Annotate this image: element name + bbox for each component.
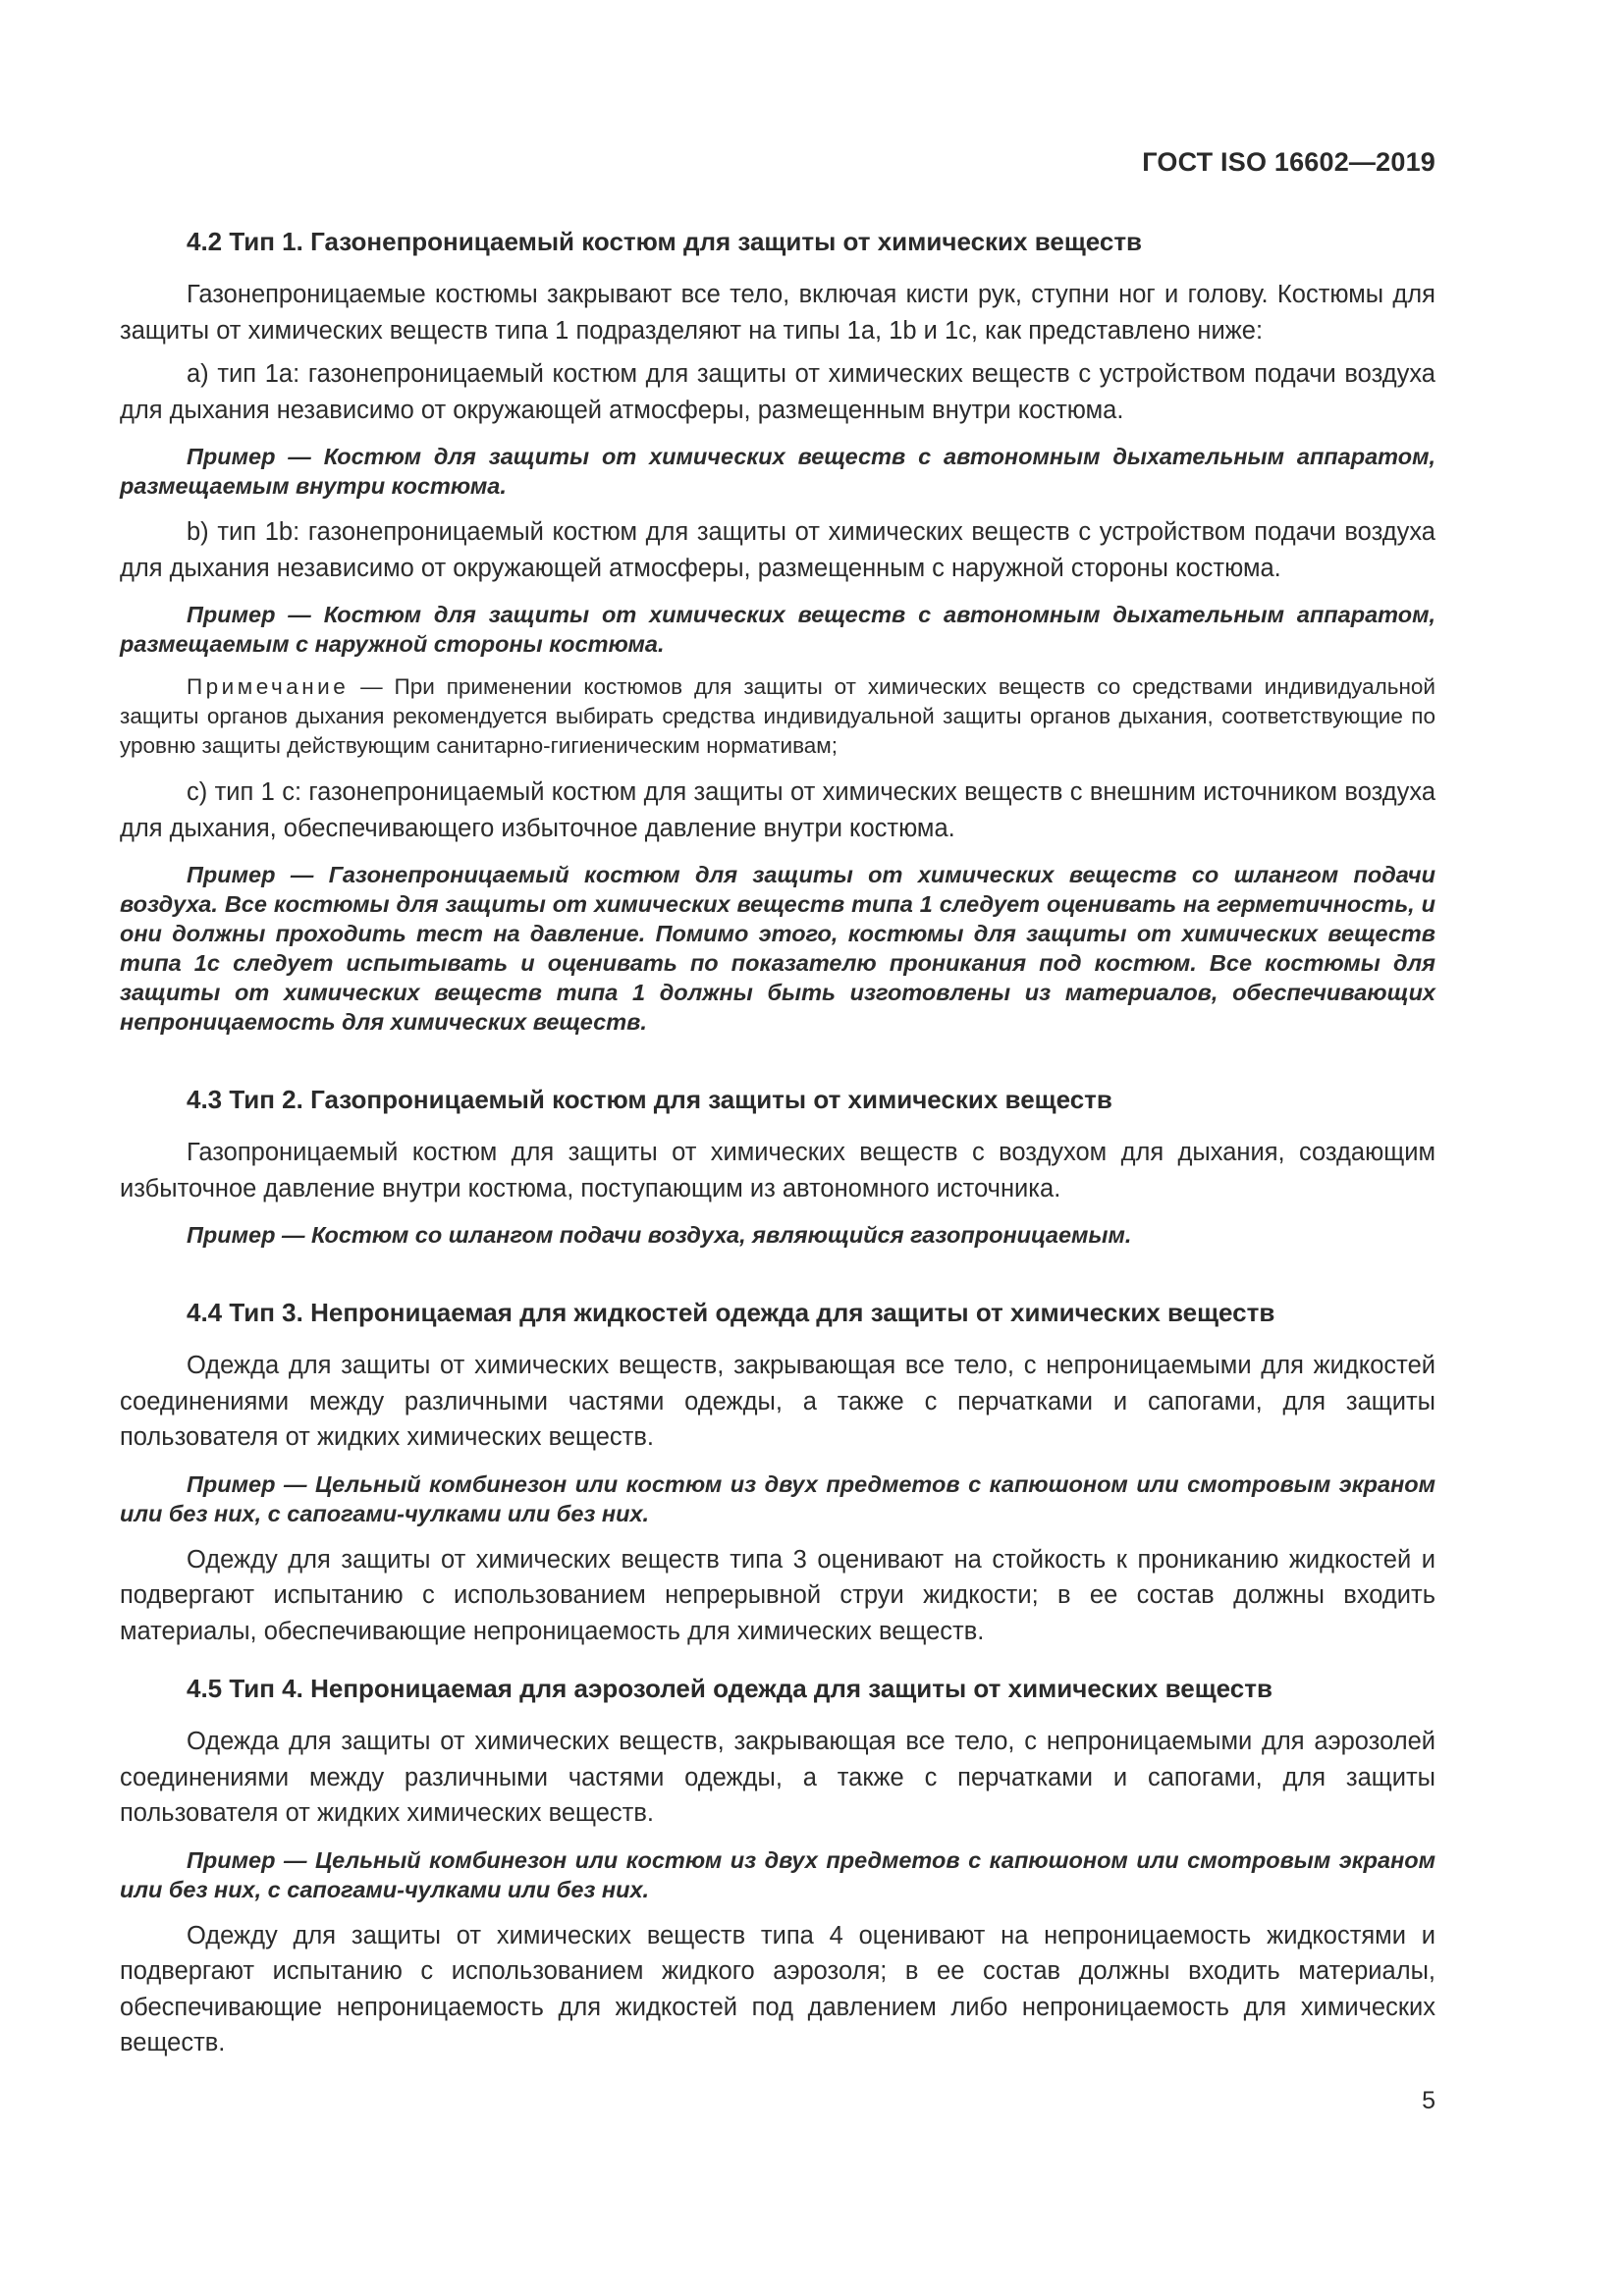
example-text: Пример — Костюм со шлангом подачи воздуха, являющийся газопроницаемым.	[187, 1222, 1132, 1248]
section-gap	[120, 1050, 1435, 1082]
note-label: Примечание	[187, 674, 350, 699]
paragraph: Газонепроницаемые костюмы закрывают все тело, включая кисти рук, ступни ног и голову. Костюмы для защиты от химических веществ типа 1 подразделяют на типы 1а, 1b и 1с, как представлено ниже:	[120, 281, 1435, 345]
page-content	[120, 224, 1435, 2069]
list-item-c: с) тип 1 с: газонепроницаемый костюм для защиты от химических веществ с внешним источником воздуха для дыхания, обеспечивающего избыточное давление внутри костюма.	[120, 778, 1435, 842]
section-heading: 4.4 Тип 3. Непроницаемая для жидкостей одежда для защиты от химических веществ	[187, 1298, 1275, 1327]
example-text: Пример — Цельный комбинезон или костюм из двух предметов с капюшоном или смотровым экраном или без них, с сапогами-чулками или без них.	[120, 1846, 1435, 1902]
note	[120, 672, 1435, 761]
section-heading: 4.3 Тип 2. Газопроницаемый костюм для защиты от химических веществ	[187, 1085, 1112, 1114]
list-item-a: а) тип 1а: газонепроницаемый костюм для защиты от химических веществ с устройством подачи воздуха для дыхания независимо от окружающей атмосферы, размещенным внутри костюма.	[120, 360, 1435, 424]
note-text: — При применении костюмов для защиты от химических веществ со средствами индивидуальной защиты органов дыхания рекомендуется выбирать средства индивидуальной защиты органов дыхания, соответствующие по уровню защиты действующим санитарно-гигиеническим нормативам;	[120, 674, 1435, 758]
paragraph: Одежда для защиты от химических веществ, закрывающая все тело, с непроницаемыми для жидкостей соединениями между различными частями одежды, а также с перчатками и сапогами, для защиты пользователя от жидких химических веществ.	[120, 1352, 1435, 1451]
section-4-3	[120, 1082, 1435, 1250]
example-text: Пример — Костюм для защиты от химических веществ с автономным дыхательным аппаратом, размещаемым внутри костюма.	[120, 444, 1435, 499]
paragraph: Одежда для защиты от химических веществ, закрывающая все тело, с непроницаемыми для аэрозолей соединениями между различными частями одежды, а также с перчатками и сапогами, для защиты пользователя от жидких химических веществ.	[120, 1728, 1435, 1827]
document-code: ГОСТ ISO 16602—2019	[1142, 147, 1435, 177]
example-text: Пример — Костюм для защиты от химических веществ с автономным дыхательным аппаратом, размещаемым с наружной стороны костюма.	[120, 602, 1435, 657]
paragraph: Одежду для защиты от химических веществ типа 3 оценивают на стойкость к прониканию жидкостей и подвергают испытанию с использованием непрерывной струи жидкости; в ее состав должны входить материалы, обеспечивающие непроницаемость для химических веществ.	[120, 1545, 1435, 1645]
example-text: Пример — Цельный комбинезон или костюм из двух предметов с капюшоном или смотровым экраном или без них, с сапогами-чулками или без них.	[120, 1470, 1435, 1526]
paragraph: Газопроницаемый костюм для защиты от химических веществ с воздухом для дыхания, создающим избыточное давление внутри костюма, поступающим из автономного источника.	[120, 1139, 1435, 1202]
list-item-b: b) тип 1b: газонепроницаемый костюм для защиты от химических веществ с устройством подачи воздуха для дыхания независимо от окружающей атмосферы, размещенным с наружной стороны костюма.	[120, 518, 1435, 582]
section-gap	[120, 1263, 1435, 1295]
page-number: 5	[1422, 2087, 1435, 2114]
section-4-4	[120, 1295, 1435, 1649]
section-4-2	[120, 224, 1435, 1037]
example-text: Пример — Газонепроницаемый костюм для защиты от химических веществ со шлангом подачи воздуха. Все костюмы для защиты от химических веществ типа 1 следует оценивать на герметичность, и они должны проходить тест на давление. Помимо этого, костюмы для защиты от химических веществ типа 1с следует испытывать и оценивать по показателю проникания под костюм. Все костюмы для защиты от химических веществ типа 1 должны быть изготовлены из материалов, обеспечивающих непроницаемость для химических веществ.	[120, 862, 1435, 1035]
section-4-5	[120, 1671, 1435, 2061]
paragraph: Одежду для защиты от химических веществ типа 4 оценивают на непроницаемость жидкостями и подвергают испытанию с использованием жидкого аэрозоля; в ее состав должны входить материалы, обеспечивающие непроницаемость для жидкостей под давлением либо непроницаемость для химических веществ.	[120, 1921, 1435, 2056]
section-heading: 4.5 Тип 4. Непроницаемая для аэрозолей одежда для защиты от химических веществ	[187, 1674, 1272, 1703]
section-gap	[120, 1657, 1435, 1671]
section-heading: 4.2 Тип 1. Газонепроницаемый костюм для защиты от химических веществ	[187, 227, 1143, 256]
